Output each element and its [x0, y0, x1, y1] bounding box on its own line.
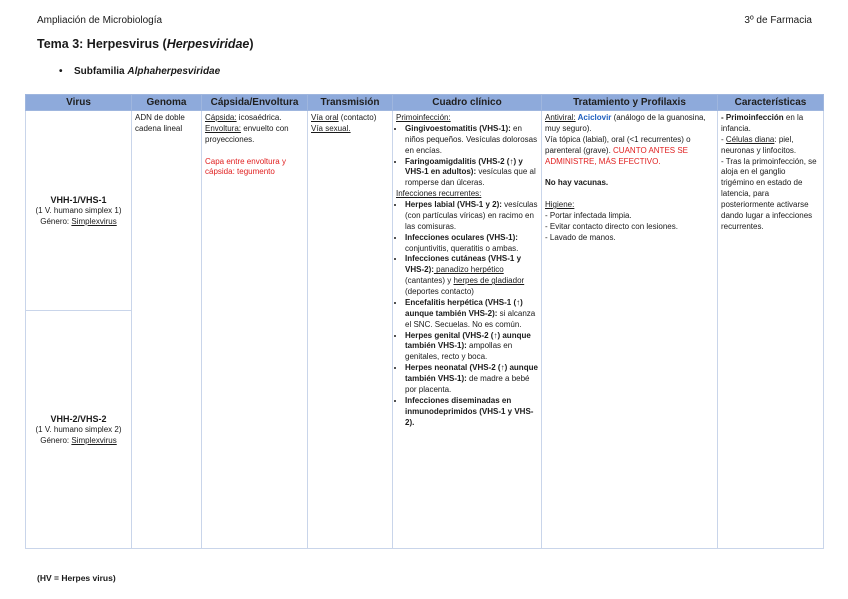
page-title: Tema 3: Herpesvirus (Herpesviridae) — [37, 37, 254, 51]
capsida-cell: Cápsida: icosaédrica. Envoltura: envuelto con proyecciones. Capa entre envoltura y cápsida: tegumento — [202, 111, 308, 549]
genoma-cell: ADN de doble cadena lineal — [132, 111, 202, 549]
col-header-caracteristicas: Características — [718, 95, 824, 111]
col-header-cuadro-clinico: Cuadro clínico — [393, 95, 542, 111]
primoinfeccion-list — [396, 124, 538, 189]
herpesvirus-table — [25, 94, 824, 549]
col-header-tratamiento: Tratamiento y Profilaxis — [542, 95, 718, 111]
recurrentes-list — [396, 200, 538, 428]
tratamiento-cell: Antiviral: Aciclovir (análogo de la guanosina, muy seguro). Vía tópica (labial), oral (<1 recurrentes) o parenteral (grave). CUANTO ANTES SE ADMINISTRE, MÁS EFECTIVO. No hay vacunas. Higiene: - Portar infectada limpia. - Evitar contacto directo con lesiones. - Lavado de manos. — [542, 111, 718, 549]
list-item: • Herpes neonatal (VHS-2 (↑) aunque también VHS-1): de madre a bebé por placenta. — [405, 363, 538, 396]
list-item: • Gingivoestomatitis (VHS-1): en niños pequeños. Vesículas dolorosas en encías. — [405, 124, 538, 157]
list-item: • Infecciones oculares (VHS-1): conjuntivitis, queratitis o ambas. — [405, 233, 538, 255]
virus-cell-vhs2: VHH-2/VHS-2 (1 V. humano simplex 2) Género: Simplexvirus — [26, 311, 132, 549]
col-header-transmision: Transmisión — [308, 95, 393, 111]
document-header-course: 3º de Farmacia — [744, 15, 812, 26]
list-item: • Infecciones cutáneas (VHS-1 y VHS-2): panadizo herpético (cantantes) y herpes de gladiador (deportes contacto) — [405, 254, 538, 298]
col-header-virus: Virus — [26, 95, 132, 111]
list-item: • Faringoamigdalitis (VHS-2 (↑) y VHS-1 en adultos): vesículas que al romperse dan úlceras. — [405, 157, 538, 190]
caracteristicas-cell: - Primoinfección en la infancia. - Células diana: piel, neuronas y linfocitos. - Tras la primoinfección, se aloja en el ganglio trigémino en estado de latencia, para posteriormente activarse dando lugar a infecciones recurrentes. — [718, 111, 824, 549]
cuadro-clinico-cell: Primoinfección: • Gingivoestomatitis (VHS-1): en niños pequeños. Vesículas dolorosas en encías. • Faringoamigdalitis (VHS-2 (↑) y VHS-1 en adultos): vesículas que al romperse dan úlceras. Infecciones recurrentes: • Herpes labial (VHS-1 y 2): vesículas (con partículas víricas) en racimo en las comisuras. • Infecciones oculares (VHS-1): conjuntivitis, queratitis o ambas. • Infecciones cutáneas (VHS-1 y VHS-2): panadizo herpético (cantantes) y herpes de gladiador (deportes contacto) • Encefalitis herpética (VHS-1 (↑) aunque también VHS-2): si alcanza el SNC. Secuelas. No es común. • Herpes genital (VHS-2 (↑) aunque también VHS-1): ampollas en genitales, recto y boca. • Herpes neonatal (VHS-2 (↑) aunque también VHS-1): de madre a bebé por placenta. • Infecciones diseminadas en inmunodeprimidos (VHS-1 y VHS-2). — [393, 111, 542, 549]
virus-cell-vhs1: VHH-1/VHS-1 (1 V. humano simplex 1) Género: Simplexvirus — [26, 111, 132, 311]
footnote: (HV = Herpes virus) — [37, 573, 116, 583]
list-item: • Encefalitis herpética (VHS-1 (↑) aunque también VHS-2): si alcanza el SNC. Secuelas. No es común. — [405, 298, 538, 331]
table-header-row — [26, 95, 824, 111]
list-item: • Herpes genital (VHS-2 (↑) aunque también VHS-1): ampollas en genitales, recto y boca. — [405, 331, 538, 364]
transmision-cell: Vía oral (contacto) Vía sexual. — [308, 111, 393, 549]
subfamily-heading: • Subfamilia Alphaherpesviridae — [59, 66, 221, 77]
col-header-capsida: Cápsida/Envoltura — [202, 95, 308, 111]
list-item: • Herpes labial (VHS-1 y 2): vesículas (con partículas víricas) en racimo en las comisuras. — [405, 200, 538, 233]
table-row — [26, 111, 824, 311]
bullet-icon: • — [59, 66, 63, 77]
document-header-subject: Ampliación de Microbiología — [37, 15, 163, 26]
list-item: • Infecciones diseminadas en inmunodeprimidos (VHS-1 y VHS-2). — [405, 396, 538, 429]
col-header-genoma: Genoma — [132, 95, 202, 111]
